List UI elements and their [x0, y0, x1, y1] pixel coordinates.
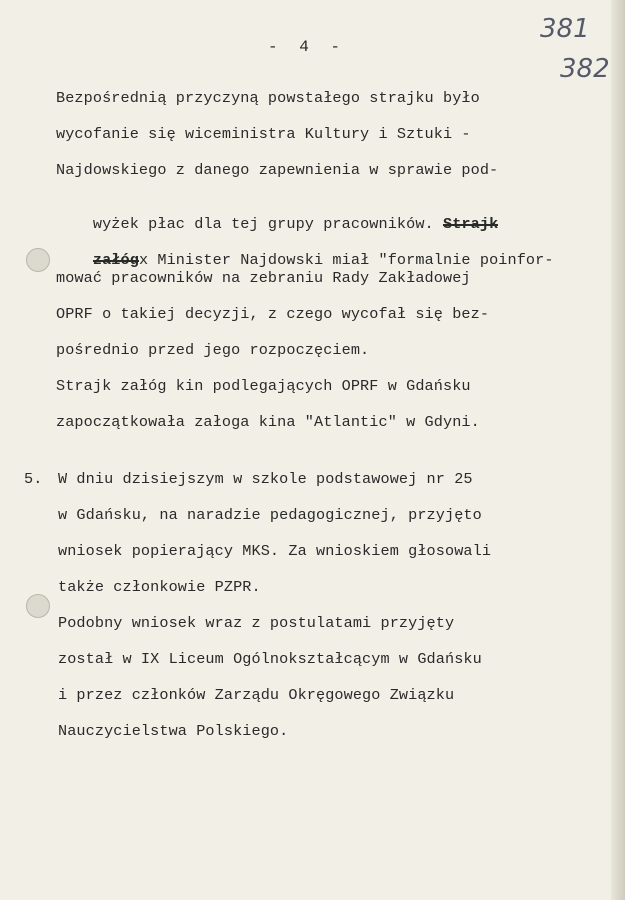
- punch-hole: [26, 248, 50, 272]
- text-line: został w IX Liceum Ogólnokształcącym w Gdańsku: [58, 650, 482, 668]
- text-segment: wyżek płac dla tej grupy pracowników.: [92, 215, 434, 233]
- paragraph-number: 5.: [24, 470, 43, 488]
- text-line: Strajk załóg kin podlegających OPRF w Gdańsku: [56, 377, 471, 395]
- text-line: i przez członków Zarządu Okręgowego Związku: [58, 686, 455, 704]
- text-line: zapoczątkowała załoga kina "Atlantic" w Gdyni.: [56, 413, 480, 431]
- text-line: pośrednio przed jego rozpoczęciem.: [56, 341, 370, 359]
- text-segment: x Minister Najdowski miał "formalnie poinfor-: [138, 251, 554, 269]
- text-line: W dniu dzisiejszym w szkole podstawowej nr 25: [58, 470, 473, 488]
- text-line: wniosek popierający MKS. Za wnioskiem głosowali: [58, 542, 492, 560]
- text-line: mować pracowników na zebraniu Rady Zakładowej: [56, 269, 471, 287]
- struck-word: załóg: [92, 251, 139, 269]
- text-line: Najdowskiego z danego zapewnienia w sprawie pod-: [56, 161, 499, 179]
- punch-hole: [26, 594, 50, 618]
- handwritten-number: 382: [560, 54, 610, 84]
- text-line: Podobny wniosek wraz z postulatami przyjęty: [58, 614, 455, 632]
- paper-edge: [611, 0, 625, 900]
- text-line: Bezpośrednią przyczyną powstałego strajku było: [56, 89, 480, 107]
- page-number: - 4 -: [268, 38, 347, 56]
- text-line: OPRF o takiej decyzji, z czego wycofał się bez-: [56, 305, 490, 323]
- text-line: Nauczycielstwa Polskiego.: [58, 722, 289, 740]
- struck-word: Strajk: [443, 215, 499, 233]
- text-line: także członkowie PZPR.: [58, 578, 261, 596]
- text-line: wycofanie się wiceministra Kultury i Sztuki -: [56, 125, 471, 143]
- handwritten-number: 381: [540, 14, 590, 44]
- text-line: w Gdańsku, na naradzie pedagogicznej, przyjęto: [58, 506, 482, 524]
